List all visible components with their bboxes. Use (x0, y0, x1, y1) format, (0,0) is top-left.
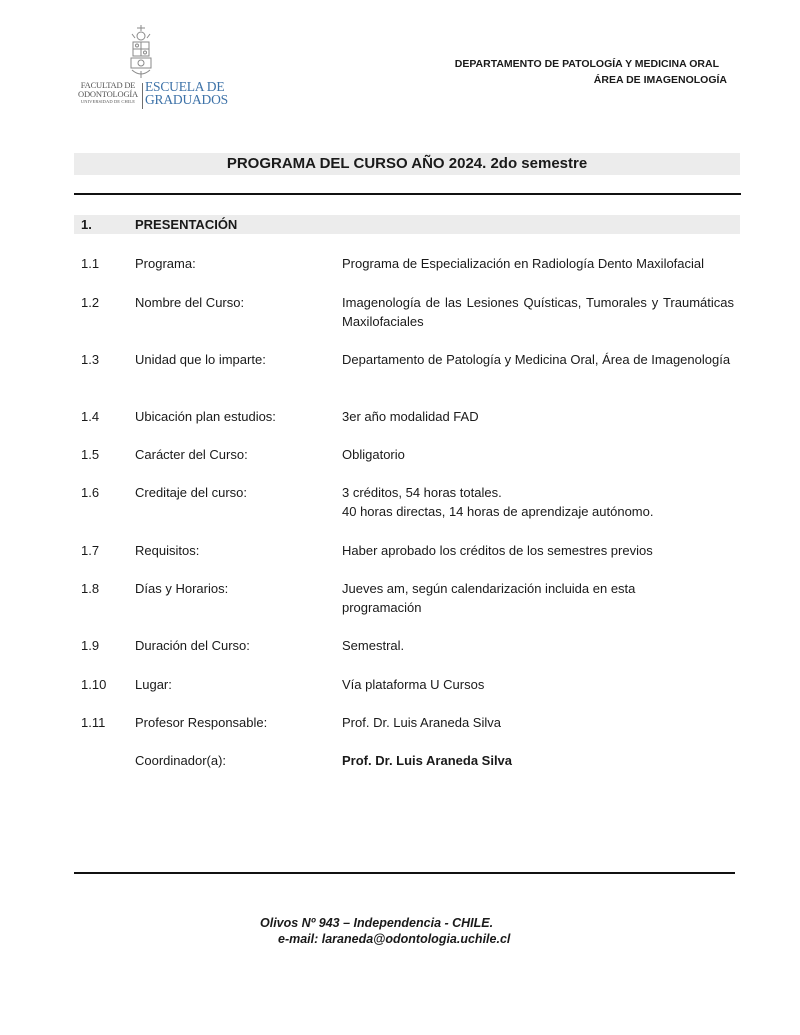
logo-divider (142, 83, 143, 109)
item-value (342, 350, 734, 369)
school-name (145, 80, 228, 106)
item-value (342, 541, 734, 560)
item-number: 1.1 (81, 256, 100, 271)
item-number: 1.2 (81, 295, 100, 310)
item-value (342, 675, 734, 694)
item-number: 1.10 (81, 677, 107, 692)
footer-email: e-mail: laraneda@odontologia.uchile.cl (278, 932, 511, 946)
item-label: Unidad que lo imparte: (135, 352, 266, 367)
item-value-line: programación (342, 600, 422, 615)
faculty-line-1: FACULTAD DE (80, 80, 136, 90)
item-value (342, 579, 734, 617)
item-number: 1.5 (81, 447, 100, 462)
item-value-line: Haber aprobado los créditos de los semestres previos (342, 543, 653, 558)
faculty-line-2: ODONTOLOGÍA (78, 89, 138, 99)
item-value-line: Imagenología de las Lesiones Quísticas, Tumorales y Traumáticas Maxilofaciales (342, 295, 734, 329)
item-value-line: Departamento de Patología y Medicina Oral, Área de Imagenología (342, 352, 731, 367)
school-line-1: ESCUELA DE (145, 79, 225, 94)
area-name: ÁREA DE IMAGENOLOGÍA (593, 74, 727, 86)
item-value (342, 445, 734, 464)
item-value-line: Prof. Dr. Luis Araneda Silva (342, 715, 501, 730)
department-name: DEPARTAMENTO DE PATOLOGÍA Y MEDICINA ORAL (454, 58, 719, 70)
item-label: Programa: (135, 256, 196, 271)
item-label: Días y Horarios: (135, 581, 229, 596)
item-number: 1.6 (81, 485, 100, 500)
item-label: Ubicación plan estudios: (135, 409, 276, 424)
university-crest-icon (126, 24, 156, 80)
item-label: Carácter del Curso: (135, 447, 248, 462)
item-value-line: Jueves am, según calendarización incluida en esta (342, 581, 636, 596)
faculty-logo (76, 24, 226, 108)
item-number: 1.7 (81, 543, 100, 558)
item-label: Creditaje del curso: (135, 485, 247, 500)
item-label: Profesor Responsable: (135, 715, 268, 730)
school-line-2: GRADUADOS (145, 92, 228, 107)
item-number: 1.11 (81, 715, 106, 730)
item-label: Nombre del Curso: (135, 295, 245, 310)
item-label: Coordinador(a): (135, 753, 227, 768)
section-number: 1. (81, 217, 92, 232)
section-header (74, 215, 740, 234)
item-number: 1.8 (81, 581, 100, 596)
item-value-line: 3 créditos, 54 horas totales. (342, 485, 502, 500)
item-value (342, 483, 734, 521)
item-number: 1.3 (81, 352, 100, 367)
bottom-divider (74, 872, 735, 874)
item-value (342, 407, 734, 426)
item-value-line: Semestral. (342, 638, 405, 653)
item-value (342, 254, 734, 273)
top-divider (74, 193, 741, 195)
faculty-line-3: UNIVERSIDAD DE CHILE (80, 99, 136, 104)
item-value (342, 293, 734, 331)
section-title: PRESENTACIÓN (135, 217, 238, 232)
item-value (342, 751, 734, 770)
item-value-line: Obligatorio (342, 447, 405, 462)
department-header (455, 56, 727, 88)
item-number: 1.9 (81, 638, 100, 653)
item-value-line: Programa de Especialización en Radiología Dento Maxilofacial (342, 256, 705, 271)
item-number: 1.4 (81, 409, 100, 424)
item-label: Lugar: (135, 677, 172, 692)
item-label: Duración del Curso: (135, 638, 250, 653)
item-value-line: 3er año modalidad FAD (342, 409, 479, 424)
faculty-name (76, 81, 140, 105)
footer-address: Olivos Nº 943 – Independencia - CHILE. (260, 916, 494, 930)
item-value (342, 636, 734, 655)
item-label: Requisitos: (135, 543, 200, 558)
item-value-line: 40 horas directas, 14 horas de aprendizaje autónomo. (342, 504, 654, 519)
program-title: PROGRAMA DEL CURSO AÑO 2024. 2do semestre (74, 153, 740, 175)
item-value-line: Vía plataforma U Cursos (342, 677, 485, 692)
item-value-line: Prof. Dr. Luis Araneda Silva (342, 753, 513, 768)
item-value (342, 713, 734, 732)
